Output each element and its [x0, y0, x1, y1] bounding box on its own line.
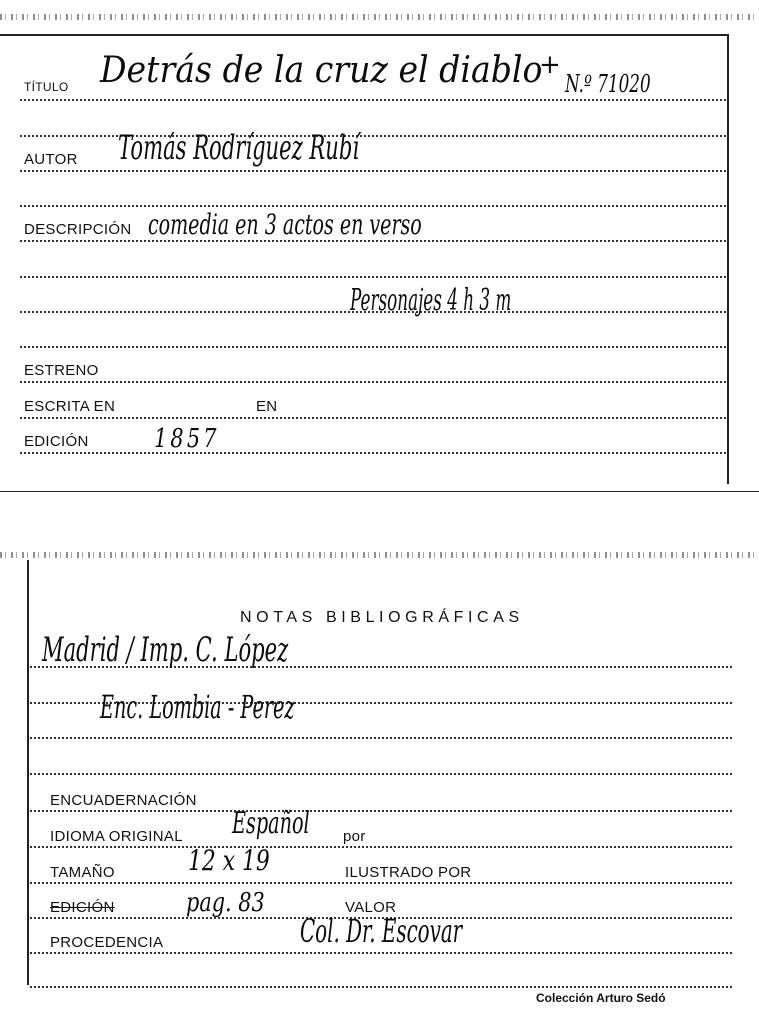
- card-top-edge: [0, 34, 729, 36]
- label-edicion: EDICIÓN: [24, 433, 89, 450]
- label-edicion-bottom: EDICIÓN: [50, 899, 115, 916]
- notas-heading: NOTAS BIBLIOGRÁFICAS: [240, 609, 524, 626]
- rule-line: [20, 276, 726, 278]
- label-por: por: [343, 828, 366, 845]
- handwritten-tamano: 12 x 19: [188, 844, 270, 877]
- rule-line: [30, 810, 732, 812]
- rule-line: [30, 952, 732, 954]
- rule-line: [30, 737, 732, 739]
- label-escrita-en: ESCRITA EN: [24, 398, 116, 415]
- rule-line: [20, 170, 726, 172]
- rule-line: [30, 773, 732, 775]
- rule-line: [20, 417, 726, 419]
- label-autor: AUTOR: [24, 151, 78, 168]
- label-valor: VALOR: [345, 899, 397, 916]
- label-estreno: ESTRENO: [24, 362, 99, 379]
- rule-line: [20, 346, 726, 348]
- card-left-edge: [27, 560, 29, 985]
- card-right-edge: [727, 36, 729, 484]
- rule-line: [30, 846, 732, 848]
- label-en: EN: [256, 398, 278, 415]
- cross-mark: +: [539, 50, 561, 80]
- rule-line: [20, 381, 726, 383]
- handwritten-characters: Personajes 4 h 3 m: [350, 283, 512, 318]
- label-tamano: TAMAÑO: [50, 864, 115, 881]
- label-encuadernacion: ENCUADERNACIÓN: [50, 792, 197, 809]
- handwritten-paginas: pag. 83: [186, 888, 265, 918]
- rule-line: [20, 205, 726, 207]
- rule-line: [30, 882, 732, 884]
- handwritten-edition-year: 1857: [154, 424, 220, 454]
- label-titulo: TÍTULO: [24, 80, 69, 94]
- handwritten-author: Tomás Rodríguez Rubí: [118, 128, 360, 168]
- handwritten-idioma: Español: [232, 806, 310, 841]
- label-procedencia: PROCEDENCIA: [50, 934, 164, 951]
- scan-noise-bottom: [0, 552, 759, 558]
- rule-line: [30, 986, 732, 988]
- rule-line: [20, 99, 726, 101]
- rule-line: [20, 452, 726, 454]
- label-descripcion: DESCRIPCIÓN: [24, 221, 132, 238]
- handwritten-title: Detrás de la cruz el diablo: [100, 50, 543, 91]
- handwritten-note-line2: Enc. Lombia - Perez: [100, 688, 295, 726]
- scan-noise-top: [0, 14, 759, 20]
- label-idioma-original: IDIOMA ORIGINAL: [50, 828, 183, 845]
- handwritten-catalog-number: N.º 71020: [565, 70, 651, 98]
- card-bottom-edge: [0, 491, 759, 492]
- handwritten-procedencia: Col. Dr. Escovar: [300, 912, 463, 950]
- label-ilustrado-por: ILUSTRADO POR: [345, 864, 472, 881]
- collection-footer: Colección Arturo Sedó: [536, 991, 666, 1005]
- handwritten-description: comedia en 3 actos en verso: [148, 208, 422, 241]
- handwritten-note-line1: Madrid / Imp. C. López: [42, 630, 289, 670]
